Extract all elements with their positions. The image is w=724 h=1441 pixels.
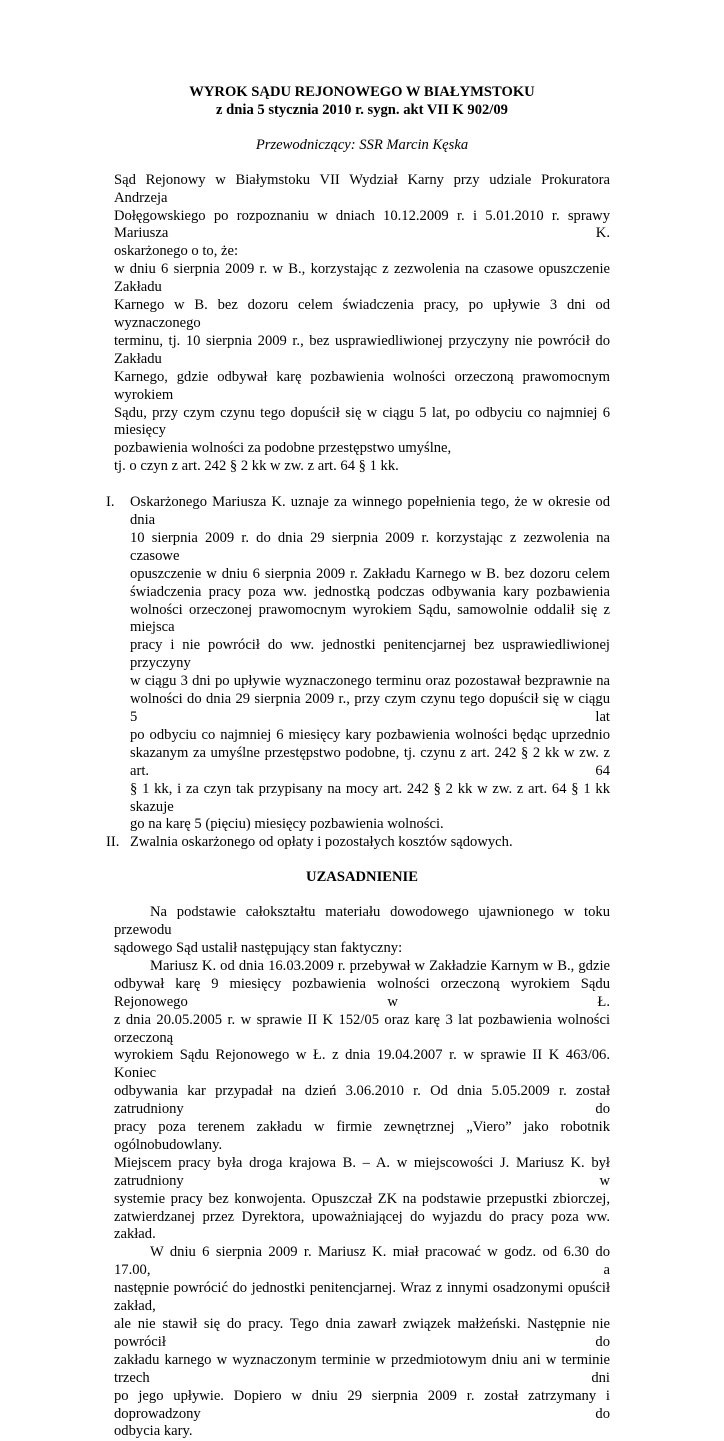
judgment-date-case-number: z dnia 5 stycznia 2010 r. sygn. akt VII K 902/09 — [216, 101, 508, 118]
verdict-line: § 1 kk, i za czyn tak przypisany na mocy art. 242 § 2 kk w zw. z art. 64 § 1 kk skazuje — [130, 780, 610, 815]
verdict-line: 10 sierpnia 2009 r. do dnia 29 sierpnia 2009 r. korzystając z zezwolenia na czasowe — [130, 529, 610, 564]
charge-line: w dniu 6 sierpnia 2009 r. w B., korzystając z zezwolenia na czasowe opuszczenie Zakładu — [114, 261, 610, 296]
justification-paragraph-3 — [114, 1244, 610, 1441]
justification-line: Miejscem pracy była droga krajowa B. – A. w miejscowości J. Mariusz K. był zatrudniony w — [114, 1154, 610, 1189]
intro-paragraph — [114, 172, 610, 476]
charge-line: Sądu, przy czym czynu tego dopuścił się w ciągu 5 lat, po odbyciu co najmniej 6 miesięcy — [114, 404, 610, 439]
justification-paragraph-2 — [114, 958, 610, 1245]
justification-line: z dnia 20.05.2005 r. w sprawie II K 152/05 oraz karę 3 lat pozbawienia wolności orzeczoną — [114, 1011, 610, 1046]
verdict-item-2 — [106, 834, 610, 852]
document-page — [106, 84, 610, 1441]
verdict-line: wolności orzeczonej prawomocnym wyrokiem Sądu, samowolnie oddalił się z miejsca — [130, 601, 610, 636]
legal-qualification: tj. o czyn z art. 242 § 2 kk w zw. z art. 64 § 1 kk. — [114, 458, 399, 475]
verdict-list — [106, 494, 610, 852]
justification-title: UZASADNIENIE — [306, 869, 418, 886]
charge-line: terminu, tj. 10 sierpnia 2009 r., bez usprawiedliwionej przyczyny nie powrócił do Zakładu — [114, 332, 610, 367]
charge-line: Karnego w B. bez dozoru celem świadczenia pracy, po upływie 3 dni od wyznaczonego — [114, 297, 610, 331]
presiding-judge: Przewodniczący: SSR Marcin Kęska — [255, 136, 469, 153]
judgment-title: WYROK SĄDU REJONOWEGO W BIAŁYMSTOKU — [189, 84, 535, 100]
verdict-line: wolności do dnia 29 sierpnia 2009 r., przy czym czynu tego dopuścił się w ciągu 5 lat — [130, 691, 610, 725]
verdict-item-number: I. — [106, 494, 115, 511]
intro-line: oskarżonego o to, że: — [114, 243, 239, 260]
justification-line: zakładu karnego w wyznaczonym terminie w przedmiotowym dniu ani w terminie trzech dni — [114, 1351, 610, 1386]
intro-line: Dołęgowskiego po rozpoznaniu w dniach 10.12.2009 r. i 5.01.2010 r. sprawy Mariusza K. — [114, 207, 610, 242]
verdict-item-number: II. — [106, 834, 120, 851]
justification-line: ale nie stawił się do pracy. Tego dnia zawarł związek małżeński. Następnie nie powrócił do — [114, 1316, 610, 1350]
charge-line: pozbawienia wolności za podobne przestępstwo umyślne, — [114, 440, 452, 457]
justification-line: następnie powrócić do jednostki penitencjarnej. Wraz z innymi osadzonymi opuścił zakład, — [114, 1280, 610, 1315]
justification-line: systemie pracy bez konwojenta. Opuszczał ZK na podstawie przepustki zbiorczej, — [114, 1190, 610, 1207]
justification-line: odbywał karę 9 miesięcy pozbawienia wolności orzeczoną wyrokiem Sądu Rejonowego w Ł. — [114, 975, 610, 1010]
intro-line: Sąd Rejonowy w Białymstoku VII Wydział Karny przy udziale Prokuratora Andrzeja — [114, 171, 610, 206]
justification-line: Mariusz K. od dnia 16.03.2009 r. przebywał w Zakładzie Karnym w B., gdzie — [150, 957, 610, 974]
verdict-line: w ciągu 3 dni po upływie wyznaczonego terminu oraz pozostawał bezprawnie na — [130, 673, 610, 690]
verdict-line: skazanym za umyślne przestępstwo podobne, tj. czynu z art. 242 § 2 kk w zw. z art. 64 — [130, 744, 610, 779]
justification-line: W dniu 6 sierpnia 2009 r. Mariusz K. miał pracować w godz. od 6.30 do 17.00, a — [114, 1244, 610, 1279]
justification-line: pracy poza terenem zakładu w firmie zewnętrznej „Viero” jako robotnik ogólnobudowlany. — [114, 1119, 610, 1153]
verdict-line: po odbyciu co najmniej 6 miesięcy kary pozbawienia wolności będąc uprzednio — [130, 726, 610, 743]
verdict-line: pracy i nie powrócił do ww. jednostki penitencjarnej bez usprawiedliwionej przyczyny — [130, 637, 610, 672]
justification-paragraph-1 — [114, 904, 610, 958]
verdict-line: opuszczenie w dniu 6 sierpnia 2009 r. Zakładu Karnego w B. bez dozoru celem — [130, 565, 610, 582]
charge-line: Karnego, gdzie odbywał karę pozbawienia wolności orzeczoną prawomocnym wyrokiem — [114, 368, 610, 403]
verdict-line: go na karę 5 (pięciu) miesięcy pozbawienia wolności. — [130, 816, 444, 833]
verdict-item-1 — [106, 494, 610, 834]
justification-line: sądowego Sąd ustalił następujący stan faktyczny: — [114, 939, 403, 956]
justification-line: Na podstawie całokształtu materiału dowodowego ujawnionego w toku przewodu — [114, 904, 610, 939]
justification-line: po jego upływie. Dopiero w dniu 29 sierpnia 2009 r. został zatrzymany i doprowadzony do — [114, 1387, 610, 1422]
justification-line: odbycia kary. — [114, 1423, 193, 1440]
justification-line: zatwierdzanej przez Dyrektora, upoważniającej do wyjazdu do pracy poza ww. zakład. — [114, 1208, 610, 1243]
justification-line: odbywania kar przypadał na dzień 3.06.2010 r. Od dnia 5.05.2009 r. został zatrudniony do — [114, 1083, 610, 1118]
verdict-line: świadczenia pracy poza ww. jednostką podczas odbywania kary pozbawienia — [130, 583, 610, 600]
verdict-line: Zwalnia oskarżonego od opłaty i pozostałych kosztów sądowych. — [130, 834, 513, 851]
verdict-line: Oskarżonego Mariusza K. uznaje za winnego popełnienia tego, że w okresie od dnia — [130, 494, 610, 529]
justification-line: wyrokiem Sądu Rejonowego w Ł. z dnia 19.04.2007 r. w sprawie II K 463/06. Koniec — [114, 1047, 610, 1082]
